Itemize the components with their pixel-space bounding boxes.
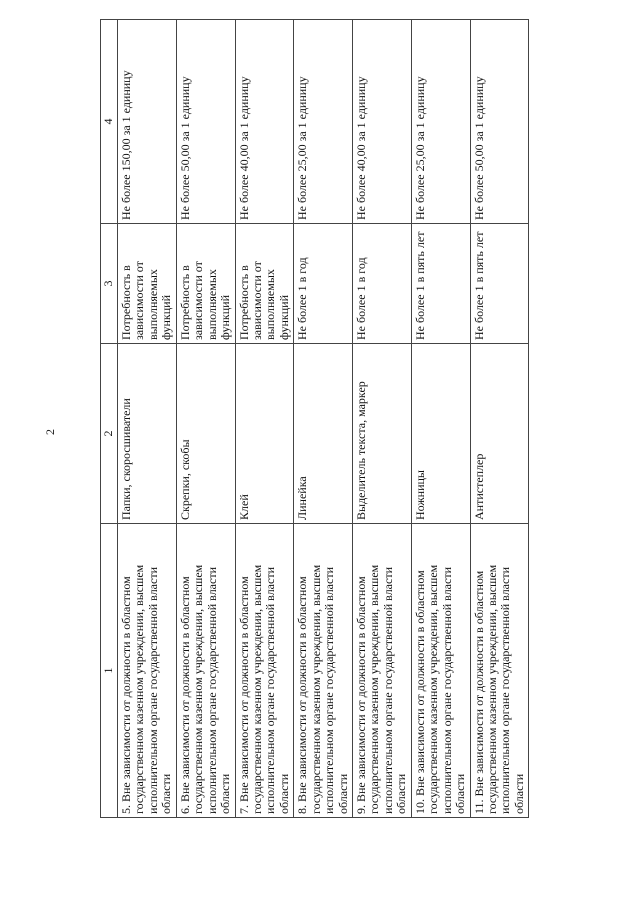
item-cell: Антистеплер — [470, 344, 529, 524]
position-cell: 10. Вне зависимости от должности в областном государственном казенном учреждении, высшем исполнительном органе государственной власти области — [411, 524, 470, 818]
col-header-3: 3 — [101, 224, 118, 344]
position-cell: 6. Вне зависимости от должности в областном государственном казенном учреждении, высшем исполнительном органе государственной власти области — [176, 524, 235, 818]
quantity-cell: Потребность в зависимости от выполняемых функций — [235, 224, 294, 344]
table-row — [470, 20, 529, 818]
col-header-2: 2 — [101, 344, 118, 524]
quantity-cell: Не более 1 в пять лет — [470, 224, 529, 344]
item-cell: Скрепки, скобы — [176, 344, 235, 524]
table-row — [176, 20, 235, 818]
table-row — [294, 20, 353, 818]
col-header-1: 1 — [101, 524, 118, 818]
quantity-cell: Потребность в зависимости от выполняемых функций — [118, 224, 177, 344]
position-cell: 9. Вне зависимости от должности в областном государственном казенном учреждении, высшем исполнительном органе государственной власти области — [353, 524, 412, 818]
price-cell: Не более 40,00 за 1 единицу — [235, 20, 294, 224]
quantity-cell: Не более 1 в пять лет — [411, 224, 470, 344]
quantity-cell: Не более 1 в год — [353, 224, 412, 344]
item-cell: Линейка — [294, 344, 353, 524]
norms-table — [100, 19, 529, 818]
position-cell: 5. Вне зависимости от должности в областном государственном казенном учреждении, высшем исполнительном органе государственной власти области — [118, 524, 177, 818]
item-cell: Ножницы — [411, 344, 470, 524]
rotated-table-container — [100, 20, 526, 818]
col-header-4: 4 — [101, 20, 118, 224]
table-row — [353, 20, 412, 818]
position-cell: 8. Вне зависимости от должности в областном государственном казенном учреждении, высшем исполнительном органе государственной власти области — [294, 524, 353, 818]
item-cell: Клей — [235, 344, 294, 524]
page-number: 2 — [43, 429, 57, 435]
quantity-cell: Не более 1 в год — [294, 224, 353, 344]
position-cell: 11. Вне зависимости от должности в областном государственном казенном учреждении, высшем исполнительном органе государственной власти области — [470, 524, 529, 818]
price-cell: Не более 25,00 за 1 единицу — [294, 20, 353, 224]
table-row — [235, 20, 294, 818]
header-row — [101, 20, 118, 818]
price-cell: Не более 40,00 за 1 единицу — [353, 20, 412, 224]
price-cell: Не более 25,00 за 1 единицу — [411, 20, 470, 224]
price-cell: Не более 50,00 за 1 единицу — [176, 20, 235, 224]
item-cell: Папки, скоросшиватели — [118, 344, 177, 524]
table-row — [411, 20, 470, 818]
price-cell: Не более 150,00 за 1 единицу — [118, 20, 177, 224]
table-row — [118, 20, 177, 818]
position-cell: 7. Вне зависимости от должности в областном государственном казенном учреждении, высшем исполнительном органе государственной власти области — [235, 524, 294, 818]
item-cell: Выделитель текста, маркер — [353, 344, 412, 524]
price-cell: Не более 50,00 за 1 единицу — [470, 20, 529, 224]
quantity-cell: Потребность в зависимости от выполняемых функций — [176, 224, 235, 344]
